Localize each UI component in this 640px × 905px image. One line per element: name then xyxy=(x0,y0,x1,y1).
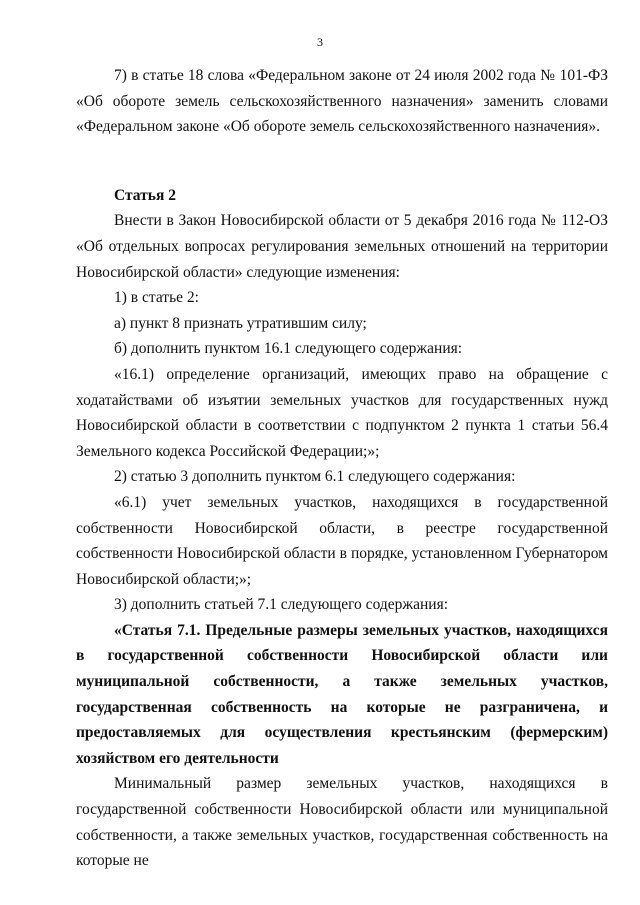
paragraph-item-1: 1) в статье 2: xyxy=(114,289,199,307)
paragraph-quote-16-1: «16.1) определение организаций, имеющих право на обращение с ходатайствами об изъятии земельных участков для государственных нужд Новосибирской области в соответствии с подпунктом 2 пункта 1 статьи 56.4 Земельного кодекса Российской Федерации;»; xyxy=(76,365,608,460)
paragraph-intro: Внести в Закон Новосибирской области от 5 декабря 2016 года № 112-ОЗ «Об отдельных вопросах регулирования земельных отношений на территории Новосибирской области» следующие изменения: xyxy=(76,212,608,281)
paragraph-item-a: а) пункт 8 признать утратившим силу; xyxy=(114,314,367,332)
section-spacer xyxy=(76,140,608,183)
page-number: 3 xyxy=(317,35,323,49)
paragraph-item-2: 2) статью 3 дополнить пунктом 6.1 следующего содержания: xyxy=(114,468,516,486)
paragraph-minimum-size: Минимальный размер земельных участков, находящихся в государственной собственности Новосибирской области или муниципальной собственности, а также земельных участков, государственная собственность на которые не xyxy=(76,775,608,870)
article-7-1-heading: «Статья 7.1. Предельные размеры земельных участков, находящихся в государственной собственности Новосибирской области или муниципальной собственности, а также земельных участков, государственная собственность на которые не разграничена, и предоставляемых для осуществления крестьянским (фермерским) хозяйством его деятельности xyxy=(76,621,608,767)
paragraph-item-b: б) дополнить пунктом 16.1 следующего содержания: xyxy=(114,340,463,358)
document-body xyxy=(76,63,608,874)
paragraph-item-7: 7) в статье 18 слова «Федеральном законе от 24 июля 2002 года № 101-ФЗ «Об обороте земель сельскохозяйственного назначения» заменить словами «Федеральном законе «Об обороте земель сельскохозяйственного назначения». xyxy=(76,67,608,136)
article-2-heading: Статья 2 xyxy=(114,186,176,204)
paragraph-quote-6-1: «6.1) учет земельных участков, находящихся в государственной собственности Новосибирской области, в реестре государственной собственности Новосибирской области в порядке, установленном Губернатором Новосибирской области;»; xyxy=(76,493,608,588)
paragraph-item-3: 3) дополнить статьей 7.1 следующего содержания: xyxy=(114,596,448,614)
